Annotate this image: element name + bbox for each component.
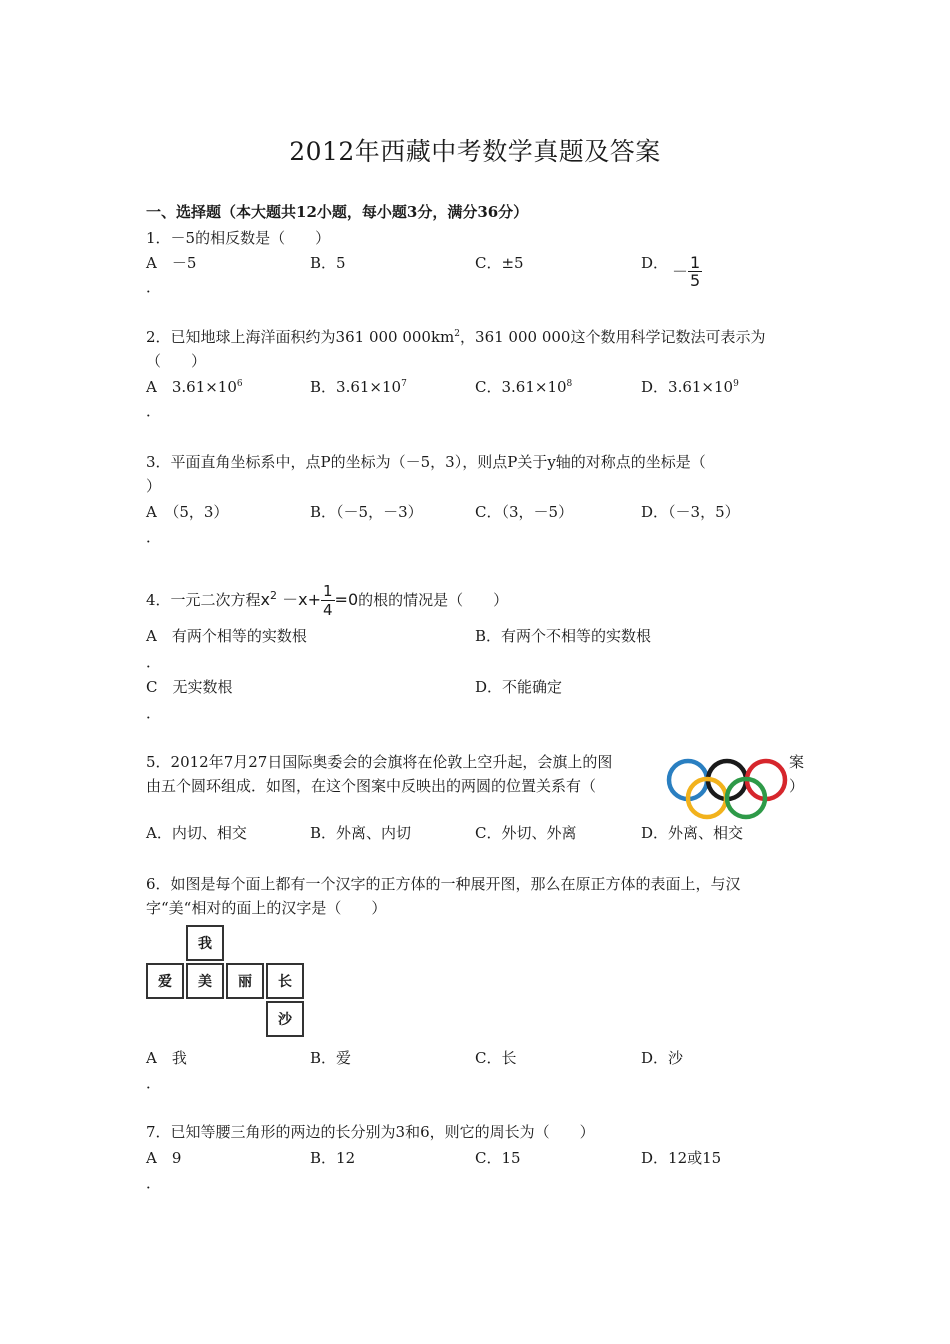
q2-a-base: A 3.61×10 (146, 378, 237, 396)
q1-option-b: B．5 (310, 254, 346, 272)
q7-option-a: A 9 (146, 1149, 182, 1167)
q4-eq-mid: －x+ (282, 590, 321, 609)
question-4-stem (146, 578, 508, 622)
q1-option-d-label: D． (641, 254, 669, 272)
question-6-stem-line2: 字“美“相对的面上的汉字是（ ） (146, 899, 387, 917)
q4-option-a: A 有两个相等的实数根 (146, 627, 307, 645)
cube-net-top-face: 我 (186, 925, 224, 961)
q4-dot-2: ． (146, 704, 162, 722)
q3-dot: ． (146, 528, 162, 546)
q6-option-a: A 我 (146, 1049, 187, 1067)
q5-option-a: A．内切、相交 (146, 824, 247, 842)
cube-net-face-1: 爱 (146, 963, 184, 999)
q4-dot-1: ． (146, 653, 162, 671)
q1-option-d (641, 253, 668, 273)
question-3-stem-line2: ） (146, 477, 162, 495)
q2-dot: ． (146, 402, 162, 420)
q3-option-d: D．（－3，5） (641, 503, 740, 521)
cube-net-face-2: 美 (186, 963, 224, 999)
section-heading: 一、选择题（本大题共12小题，每小题3分，满分36分） (146, 203, 529, 221)
q2-stem-sup: 2 (454, 329, 461, 339)
cube-net-face-4: 长 (266, 963, 304, 999)
question-6-stem: 6．如图是每个面上都有一个汉字的正方体的一种展开图，那么在原正方体的表面上，与汉 (146, 875, 741, 893)
q4-option-b: B．有两个不相等的实数根 (475, 627, 652, 645)
question-3-stem: 3．平面直角坐标系中，点P的坐标为（－5，3），则点P关于y轴的对称点的坐标是（ (146, 453, 706, 471)
cube-net-bottom-face: 沙 (266, 1001, 304, 1037)
q4-stem-post: 的根的情况是（ ） (358, 591, 509, 609)
q4-equation (260, 581, 359, 619)
q6-option-b: B．爱 (310, 1049, 352, 1067)
q2-d-exp: 9 (733, 379, 739, 389)
q1-d-denominator: 5 (690, 271, 701, 290)
q2-option-b (310, 377, 407, 397)
q3-option-a: A （5，3） (146, 503, 229, 521)
q4-option-c: C 无实数根 (146, 678, 233, 696)
question-5-stem-line2: 由五个圆环组成．如图，在这个图案中反映出的两圆的位置关系有（ (146, 777, 597, 795)
q7-dot: ． (146, 1174, 162, 1192)
q1-option-c: C．±5 (475, 254, 524, 272)
q4-eq-denominator: 4 (323, 600, 333, 619)
q2-a-exp: 6 (236, 379, 243, 389)
question-5-stem-line2-end: ） (789, 777, 805, 795)
q5-option-b: B．外离、内切 (310, 824, 412, 842)
q2-c-base: C．3.61×10 (475, 378, 567, 396)
q2-b-exp: 7 (401, 379, 407, 389)
q2-d-base: D．3.61×10 (641, 378, 734, 396)
question-2-stem-line2: （ ） (146, 352, 207, 370)
q7-option-c: C．15 (475, 1149, 521, 1167)
q5-option-d: D．外离、相交 (641, 824, 744, 842)
question-2-stem (146, 327, 765, 347)
q4-eq-x: x (260, 590, 271, 609)
q4-stem-pre: 4．一元二次方程 (146, 591, 261, 609)
q1-d-numerator: 1 (690, 253, 701, 272)
q7-option-d: D．12或15 (641, 1149, 722, 1167)
q2-option-a (146, 377, 243, 397)
question-5-stem: 5．2012年7月27日国际奥委会的会旗将在伦敦上空升起，会旗上的图 (146, 753, 613, 771)
q2-stem-part1: 2．已知地球上海洋面积约为361 000 000km (146, 328, 455, 346)
question-7-stem: 7．已知等腰三角形的两边的长分别为3和6，则它的周长为（ ） (146, 1123, 595, 1141)
q2-stem-part2: ，361 000 000这个数用科学记数法可表示为 (460, 328, 766, 346)
q2-c-exp: 8 (566, 379, 573, 389)
q6-option-c: C．长 (475, 1049, 517, 1067)
question-5-stem-end: 案 (789, 753, 805, 771)
page-title: 2012年西藏中考数学真题及答案 (289, 137, 661, 166)
q4-eq-exp: 2 (270, 589, 278, 602)
q2-b-base: B．3.61×10 (310, 378, 402, 396)
q1-d-sign: － (672, 262, 689, 281)
q4-eq-numerator: 1 (323, 581, 333, 600)
q4-option-d: D．不能确定 (475, 678, 563, 696)
q2-option-c (475, 377, 572, 397)
q1-option-a: A －5 (146, 254, 197, 272)
q7-option-b: B．12 (310, 1149, 356, 1167)
q6-dot: ． (146, 1074, 162, 1092)
q3-option-c: C．（3，－5） (475, 503, 574, 521)
q1-dot: ． (146, 278, 162, 296)
q6-option-d: D．沙 (641, 1049, 684, 1067)
olympic-rings-figure (662, 758, 792, 820)
q2-option-d (641, 377, 739, 397)
q1-option-d-fraction (672, 254, 702, 290)
q5-option-c: C．外切、外离 (475, 824, 577, 842)
q3-option-b: B．（－5，－3） (310, 503, 423, 521)
cube-net-face-3: 丽 (226, 963, 264, 999)
q4-eq-end: =0 (334, 590, 359, 609)
question-1-stem: 1．－5的相反数是（ ） (146, 229, 331, 247)
